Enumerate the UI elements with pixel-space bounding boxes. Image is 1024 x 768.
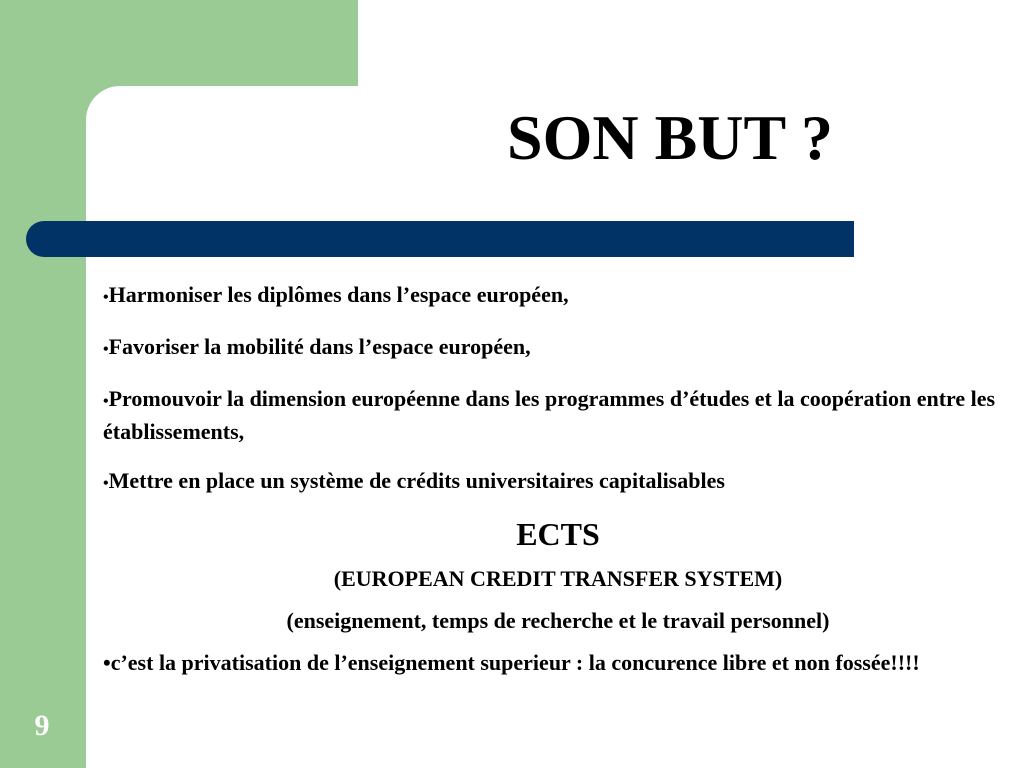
- bullet-dot: •: [103, 289, 109, 306]
- bullet-text: Promouvoir la dimension européenne dans les programmes d’études et la coopération entre les établissements,: [103, 386, 996, 444]
- ects-detail: (enseignement, temps de recherche et le travail personnel): [286, 608, 830, 633]
- title-divider-bar: [26, 221, 854, 257]
- bullet-item: [103, 332, 1013, 365]
- slide-title: SON BUT ?: [506, 102, 834, 173]
- bullet-item: [103, 466, 1013, 499]
- bullet-dot: •: [103, 393, 109, 410]
- bullet-item: [103, 280, 1013, 313]
- bullet-item: [103, 384, 1013, 447]
- bullet-item-last: [103, 648, 1013, 678]
- slide-number: 9: [34, 709, 50, 742]
- bullet-dot: •: [103, 650, 111, 675]
- slide-body: [103, 280, 1013, 678]
- bullet-text: Mettre en place un système de crédits universitaires capitalisables: [108, 468, 725, 493]
- bullet-dot: •: [103, 475, 109, 492]
- bullet-text: Harmoniser les diplômes dans l’espace européen,: [108, 282, 569, 307]
- ects-heading: ECTS: [516, 516, 600, 552]
- bullet-text: c’est la privatisation de l’enseignement superieur : la concurence libre et non fossée!!!!: [110, 650, 920, 675]
- bullet-dot: •: [103, 341, 109, 358]
- bullet-text: Favoriser la mobilité dans l’espace européen,: [108, 334, 531, 359]
- ects-full-name: (EUROPEAN CREDIT TRANSFER SYSTEM): [333, 566, 783, 591]
